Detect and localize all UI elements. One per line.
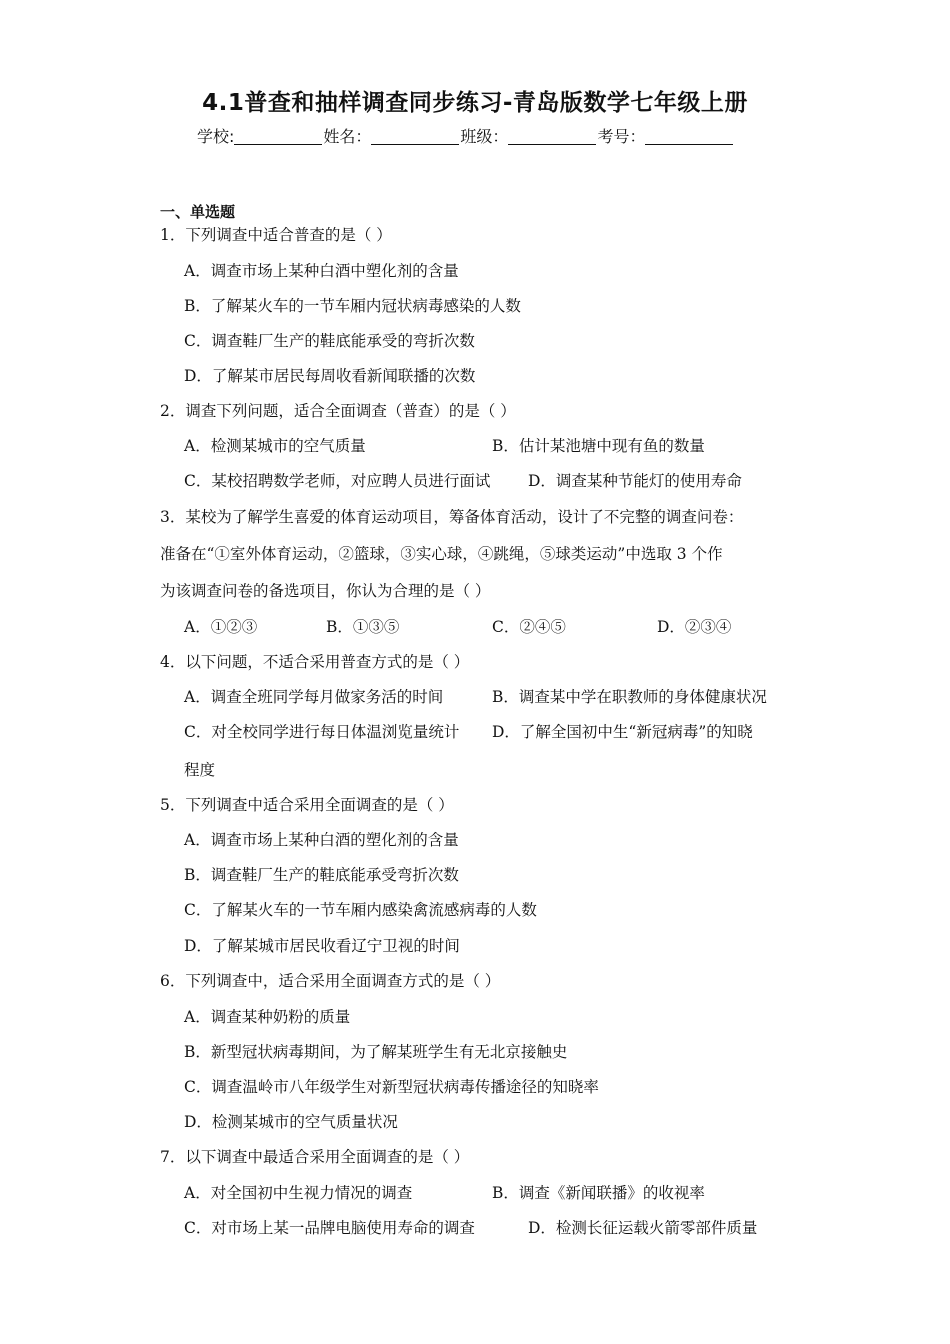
question-6-option-c: C．调查温岭市八年级学生对新型冠状病毒传播途径的知晓率: [184, 1078, 599, 1096]
question-6-stem: 6．下列调查中，适合采用全面调查方式的是（ ）: [160, 972, 501, 990]
question-6-option-d: D．检测某城市的空气质量状况: [184, 1113, 398, 1131]
school-blank[interactable]: [234, 128, 322, 145]
question-2-option-c: C．某校招聘数学老师，对应聘人员进行面试: [184, 472, 491, 490]
question-4-option-a: A．调查全班同学每月做家务活的时间: [184, 688, 444, 706]
class-label: 班级：: [460, 127, 509, 146]
question-2-stem: 2．调查下列问题，适合全面调查（普查）的是（ ）: [160, 402, 516, 420]
question-7-option-c: C．对市场上某一品牌电脑使用寿命的调查: [184, 1219, 475, 1237]
question-3-stem-line-1: 3．某校为了解学生喜爱的体育运动项目，筹备体育活动，设计了不完整的调查问卷：: [160, 508, 744, 526]
name-label: 姓名：: [323, 127, 372, 146]
question-7-option-b: B．调查《新闻联播》的收视率: [492, 1184, 705, 1202]
question-2-option-b: B．估计某池塘中现有鱼的数量: [492, 437, 705, 455]
question-1-option-b: B．了解某火车的一节车厢内冠状病毒感染的人数: [184, 297, 521, 315]
class-blank[interactable]: [508, 128, 596, 145]
question-3-option-d: D．②③④: [657, 618, 732, 636]
question-5-option-d: D．了解某城市居民收看辽宁卫视的时间: [184, 937, 460, 955]
question-3-option-b: B．①③⑤: [326, 618, 400, 636]
section-heading: 一、单选题: [160, 203, 236, 221]
question-3-stem-line-3: 为该调查问卷的备选项目，你认为合理的是（ ）: [160, 582, 491, 600]
question-4-stem: 4．以下问题，不适合采用普查方式的是（ ）: [160, 653, 470, 671]
question-7-stem: 7．以下调查中最适合采用全面调查的是（ ）: [160, 1148, 470, 1166]
question-5-option-a: A．调查市场上某种白酒的塑化剂的含量: [184, 831, 459, 849]
question-7-option-a: A．对全国初中生视力情况的调查: [184, 1184, 413, 1202]
question-1-option-d: D．了解某市居民每周收看新闻联播的次数: [184, 367, 476, 385]
question-5-option-b: B．调查鞋厂生产的鞋底能承受弯折次数: [184, 866, 459, 884]
question-3-option-a: A．①②③: [184, 618, 258, 636]
question-1-option-c: C．调查鞋厂生产的鞋底能承受的弯折次数: [184, 332, 475, 350]
page-title: 4.1普查和抽样调查同步练习-青岛版数学七年级上册: [202, 90, 748, 116]
question-2-option-d: D．调查某种节能灯的使用寿命: [528, 472, 742, 490]
question-5-stem: 5．下列调查中适合采用全面调查的是（ ）: [160, 796, 454, 814]
question-2-option-a: A．检测某城市的空气质量: [184, 437, 366, 455]
school-label: 学校:: [197, 127, 235, 146]
student-info-row: [197, 124, 734, 147]
question-4-option-c: C．对全校同学进行每日体温浏览量统计: [184, 723, 460, 741]
question-4-option-d-continued: 程度: [184, 761, 216, 779]
question-5-option-c: C．了解某火车的一节车厢内感染禽流感病毒的人数: [184, 901, 537, 919]
question-4-option-b: B．调查某中学在职教师的身体健康状况: [492, 688, 767, 706]
question-6-option-a: A．调查某种奶粉的质量: [184, 1008, 351, 1026]
exam-no-label: 考号：: [597, 127, 646, 146]
exam-no-blank[interactable]: [645, 128, 733, 145]
question-4-option-d: D．了解全国初中生“新冠病毒”的知晓: [492, 723, 753, 741]
question-1-stem: 1．下列调查中适合普查的是（ ）: [160, 226, 392, 244]
name-blank[interactable]: [371, 128, 459, 145]
question-1-option-a: A．调查市场上某种白酒中塑化剂的含量: [184, 262, 459, 280]
question-7-option-d: D．检测长征运载火箭零部件质量: [528, 1219, 758, 1237]
question-6-option-b: B．新型冠状病毒期间，为了解某班学生有无北京接触史: [184, 1043, 568, 1061]
question-3-stem-line-2: 准备在“①室外体育运动，②篮球，③实心球，④跳绳，⑤球类运动”中选取 3 个作: [160, 545, 723, 563]
question-3-option-c: C．②④⑤: [492, 618, 566, 636]
